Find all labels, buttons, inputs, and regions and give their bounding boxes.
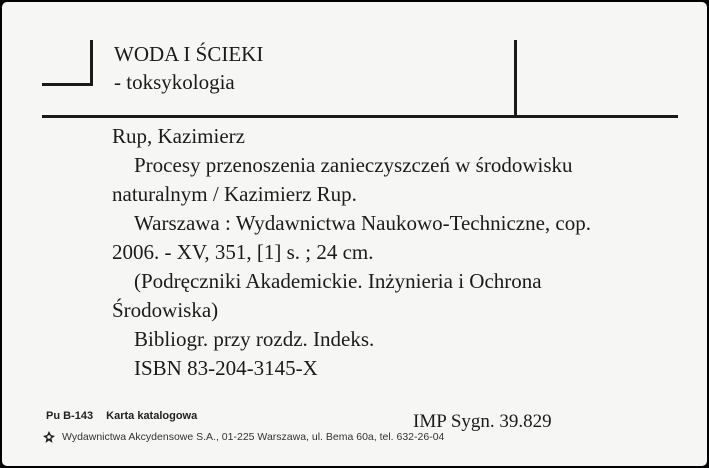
printer-logo-icon bbox=[42, 430, 56, 444]
call-number: IMP Sygn. 39.829 bbox=[413, 411, 552, 432]
heading-rule bbox=[42, 115, 678, 118]
publisher-line: Wydawnictwa Akcydensowe S.A., 01-225 Warszawa, ul. Bema 60a, tel. 632-26-04 bbox=[62, 431, 445, 443]
form-label bbox=[46, 410, 197, 422]
form-title: Karta katalogowa bbox=[106, 410, 198, 422]
series-line-1: (Podręczniki Akademickie. Inżynieria i Ochrona bbox=[134, 269, 542, 293]
series-line-2: Środowiska) bbox=[112, 298, 219, 322]
publication-line-2: 2006. - XV, 351, [1] s. ; 24 cm. bbox=[112, 240, 374, 264]
isbn-line: ISBN 83-204-3145-X bbox=[134, 356, 318, 380]
bibliographic-record bbox=[112, 122, 672, 383]
form-code: Pu B-143 bbox=[46, 410, 94, 422]
subject-heading: WODA I ŚCIEKI bbox=[114, 42, 264, 66]
corner-mark-horizontal bbox=[42, 83, 93, 86]
author-heading: Rup, Kazimierz bbox=[112, 124, 245, 148]
heading-divider-vertical bbox=[514, 40, 517, 118]
title-line-1: Procesy przenoszenia zanieczyszczeń w środowisku bbox=[134, 153, 573, 177]
notes-line: Bibliogr. przy rozdz. Indeks. bbox=[134, 327, 375, 351]
title-line-2: naturalnym / Kazimierz Rup. bbox=[112, 182, 357, 206]
publisher-imprint bbox=[42, 430, 444, 444]
catalog-card bbox=[2, 2, 707, 466]
corner-mark-vertical bbox=[90, 40, 93, 86]
publication-line-1: Warszawa : Wydawnictwa Naukowo-Techniczne, cop. bbox=[134, 211, 591, 235]
subject-subheading: - toksykologia bbox=[114, 70, 235, 94]
subject-heading-block bbox=[114, 40, 263, 96]
